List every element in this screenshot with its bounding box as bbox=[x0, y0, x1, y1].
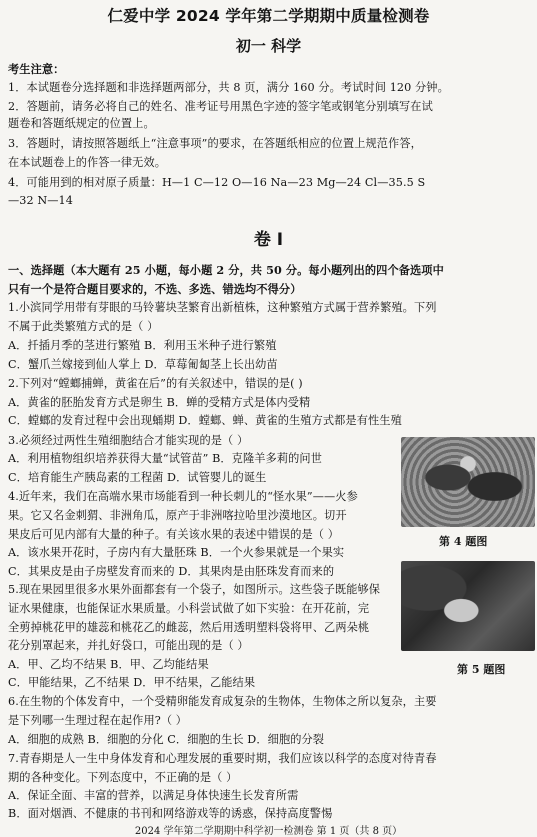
question-line: 5.现在果园里很多水果外面都套有一个袋子，如图所示。这些袋子既能够保 bbox=[8, 583, 381, 596]
option-line: A．细胞的成熟 B．细胞的分化 C．细胞的生长 D．细胞的分裂 bbox=[8, 733, 325, 746]
question-line: 不属于此类繁殖方式的是（ ） bbox=[8, 320, 159, 333]
question-line: 4.近年来，我们在高端水果市场能看到一种长刺儿的“怪水果”——火参 bbox=[8, 490, 358, 503]
notice-line: 3．答题时，请按照答题纸上“注意事项”的要求，在答题纸相应的位置上规范作答， bbox=[8, 137, 422, 150]
fig5-photo bbox=[401, 561, 535, 651]
question-line: 2.下列对“螳螂捕蝉，黄雀在后”的有关叙述中，错误的是( ) bbox=[8, 377, 303, 390]
question-line: 1.小滨同学用带有芽眼的马铃薯块茎繁育出新植株，这种繁殖方式属于营养繁殖。下列 bbox=[8, 301, 437, 314]
page-footer: 2024 学年第二学期期中科学初一检测卷 第 1 页（共 8 页） bbox=[134, 826, 403, 837]
question-line: 3.必须经过两性生殖细胞结合才能实现的是（ ） bbox=[8, 434, 249, 447]
question-line: 7.青春期是人一生中身体发育和心理发展的重要时期，我们应该以科学的态度对待青春 bbox=[8, 752, 437, 765]
option-line: B．面对烟酒、不健康的书刊和网络游戏等的诱惑，保持高度警惕 bbox=[8, 807, 333, 820]
question-line: 全剪掉桃花甲的雄蕊和桃花乙的雌蕊，然后用透明塑料袋将甲、乙两朵桃 bbox=[8, 621, 370, 634]
notice-line: —32 N—14 bbox=[8, 194, 73, 207]
part-instruction: 只有一个是符合题目要求的，不选、多选、错选均不得分） bbox=[8, 282, 302, 296]
option-line: A．甲、乙均不结果 B．甲、乙均能结果 bbox=[8, 658, 209, 671]
notice-line: 4．可能用到的相对原子质量：H—1 C—12 O—16 Na—23 Mg—24 Cl—35.5 S bbox=[8, 176, 426, 189]
question-line: 花分别罩起来，并扎好袋口，可能出现的是（ ） bbox=[8, 639, 249, 652]
question-line: 是下列哪一生理过程在起作用?（ ） bbox=[8, 714, 188, 727]
exam-title: 仁爱中学 2024 学年第二学期期中质量检测卷 bbox=[107, 7, 430, 25]
option-line: A．利用植物组织培养获得大量“试管苗” B．克隆羊多莉的问世 bbox=[8, 452, 322, 465]
notice-line: 1．本试题卷分选择题和非选择题两部分，共 8 页，满分 160 分。考试时间 120 分钟。 bbox=[8, 81, 449, 94]
question-line: 果皮后可见内部有大量的种子。有关该水果的表述中错误的是（ ） bbox=[8, 528, 339, 541]
question-line: 果。它又名金刺猬、非洲角瓜，原产于非洲喀拉哈里沙漠地区。切开 bbox=[8, 509, 347, 522]
fig4-photo bbox=[401, 437, 535, 527]
question-line: 6.在生物的个体发育中，一个受精卵能发育成复杂的生物体，生物体之所以复杂，主要 bbox=[8, 695, 437, 708]
option-line: C．培育能生产胰岛素的工程菌 D．试管婴儿的诞生 bbox=[8, 471, 267, 484]
option-line: C．其果皮是由子房壁发育而来的 D．其果肉是由胚珠发育而来的 bbox=[8, 565, 335, 578]
option-line: C．蟹爪兰嫁接到仙人掌上 D．草莓匍匐茎上长出幼苗 bbox=[8, 358, 278, 371]
question-line: 证水果健康，也能保证水果质量。小科尝试做了如下实验：在开花前，完 bbox=[8, 602, 370, 615]
notice-line: 题卷和答题纸规定的位置上。 bbox=[8, 117, 155, 130]
fig4-caption: 第 4 题图 bbox=[439, 535, 488, 548]
notice-line: 2．答题前，请务必将自己的姓名、准考证号用黑色字迹的签字笔或钢笔分别填写在试 bbox=[8, 100, 433, 113]
notice-line: 在本试题卷上的作答一律无效。 bbox=[8, 156, 167, 169]
option-line: A．黄雀的胚胎发育方式是卵生 B．蝉的受精方式是体内受精 bbox=[8, 396, 311, 409]
notice-heading: 考生注意： bbox=[8, 62, 65, 76]
option-line: A．扦插月季的茎进行繁殖 B．利用玉米种子进行繁殖 bbox=[8, 339, 277, 352]
option-line: A．该水果开花时，子房内有大量胚珠 B．一个火参果就是一个果实 bbox=[8, 546, 345, 559]
fig5-caption: 第 5 题图 bbox=[457, 663, 506, 676]
option-line: C．甲能结果，乙不结果 D．甲不结果，乙能结果 bbox=[8, 676, 256, 689]
part-instruction: 一、选择题（本大题有 25 小题，每小题 2 分，共 50 分。每小题列出的四个备选项中 bbox=[8, 263, 444, 277]
option-line: C．螳螂的发育过程中会出现蛹期 D．螳螂、蝉、黄雀的生殖方式都是有性生殖 bbox=[8, 414, 402, 427]
exam-subtitle: 初一 科学 bbox=[235, 37, 302, 55]
option-line: A．保证全面、丰富的营养，以满足身体快速生长发育所需 bbox=[8, 789, 299, 802]
question-line: 期的各种变化。下列态度中，不正确的是（ ） bbox=[8, 771, 238, 784]
section-title: 卷 I bbox=[253, 230, 284, 250]
